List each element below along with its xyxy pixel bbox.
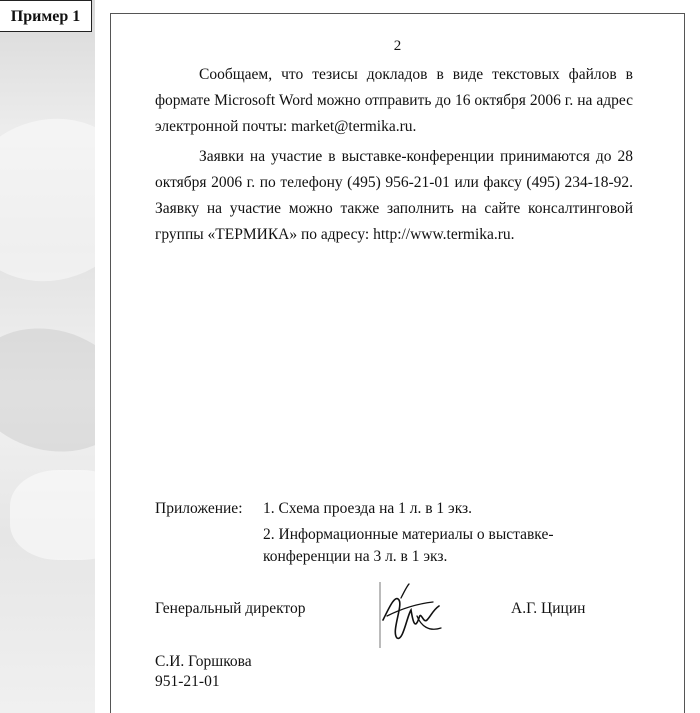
paragraph-abstracts: Сообщаем, что тезисы докладов в виде текстовых файлов в формате Microsoft Word можно отправить до 16 октября 2006 г. на адрес электронной почты: market@termika.ru.: [155, 66, 633, 135]
signatory-name: А.Г. Цицин: [511, 600, 586, 617]
executor-contact: [155, 652, 252, 692]
executor-phone: 951-21-01: [155, 673, 220, 690]
enclosure-item: 2. Информационные материалы о выставке-конференции на 3 л. в 1 экз.: [263, 526, 554, 565]
handwritten-signature: [377, 580, 449, 652]
paragraph-applications: Заявки на участие в выставке-конференции принимаются до 28 октября 2006 г. по телефону (495) 956-21-01 или факсу (495) 234-18-92. Заявку на участие можно также заполнить на сайте консалтинговой группы «ТЕРМИКА» по адресу: http://www.termika.ru.: [155, 148, 633, 243]
decorative-side-panel: [0, 0, 95, 713]
signatory-position: Генеральный директор: [155, 600, 306, 617]
letter-page: [110, 13, 685, 713]
enclosure-item: 1. Схема проезда на 1 л. в 1 экз.: [263, 500, 473, 517]
letter-body: [155, 62, 633, 252]
example-label: Пример 1: [0, 0, 92, 32]
page-number: 2: [393, 38, 402, 54]
enclosure-label: Приложение:: [155, 500, 243, 517]
executor-name: С.И. Горшкова: [155, 653, 252, 670]
